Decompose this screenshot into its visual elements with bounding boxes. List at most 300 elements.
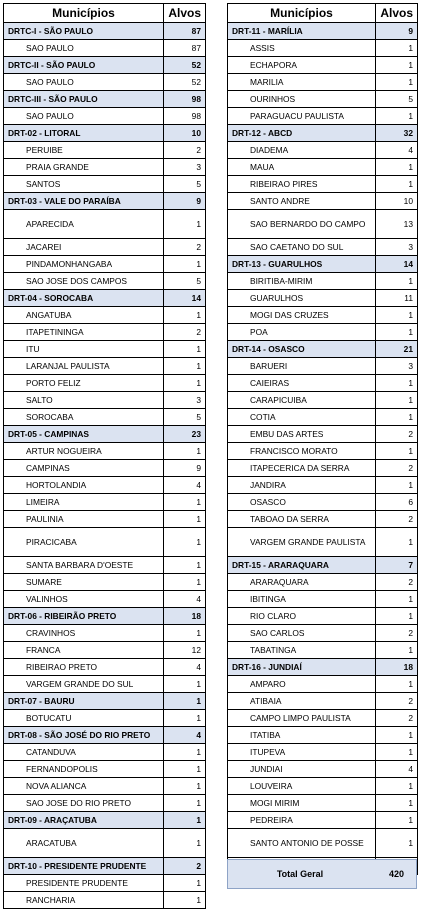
alvos-value: 1 — [376, 795, 418, 812]
municipality-row — [4, 892, 206, 909]
municipality-name: SAO CARLOS — [228, 625, 376, 642]
header-row — [228, 4, 418, 23]
municipality-row — [4, 710, 206, 727]
municipality-row — [228, 324, 418, 341]
municipality-name: SAO BERNARDO DO CAMPO — [228, 210, 376, 239]
alvos-value: 14 — [376, 256, 418, 273]
alvos-value: 5 — [376, 91, 418, 108]
municipality-row — [4, 528, 206, 557]
municipality-name: SAO PAULO — [4, 108, 164, 125]
alvos-value: 3 — [164, 159, 206, 176]
alvos-value: 9 — [164, 460, 206, 477]
municipality-row — [4, 642, 206, 659]
region-name: DRT-04 - SOROCABA — [4, 290, 164, 307]
municipality-name: MAUA — [228, 159, 376, 176]
region-name: DRT-14 - OSASCO — [228, 341, 376, 358]
municipality-row — [228, 358, 418, 375]
municipality-name: ITAPECERICA DA SERRA — [228, 460, 376, 477]
alvos-value: 1 — [164, 710, 206, 727]
region-name: DRT-07 - BAURU — [4, 693, 164, 710]
alvos-value: 4 — [164, 727, 206, 744]
alvos-value: 4 — [164, 477, 206, 494]
alvos-value: 32 — [376, 125, 418, 142]
municipality-name: CAMPINAS — [4, 460, 164, 477]
municipality-name: OSASCO — [228, 494, 376, 511]
municipality-row — [228, 273, 418, 290]
municipality-row — [4, 574, 206, 591]
alvos-value: 1 — [376, 392, 418, 409]
alvos-value: 1 — [164, 875, 206, 892]
alvos-value: 4 — [376, 761, 418, 778]
alvos-value: 2 — [164, 239, 206, 256]
alvos-value: 1 — [376, 642, 418, 659]
municipality-name: VALINHOS — [4, 591, 164, 608]
municipality-name: BOTUCATU — [4, 710, 164, 727]
alvos-value: 1 — [376, 108, 418, 125]
alvos-value: 1 — [164, 210, 206, 239]
municipality-name: GUARULHOS — [228, 290, 376, 307]
municipality-name: BIRITIBA-MIRIM — [228, 273, 376, 290]
municipality-name: ATIBAIA — [228, 693, 376, 710]
municipality-name: PINDAMONHANGABA — [4, 256, 164, 273]
municipality-name: ARTUR NOGUEIRA — [4, 443, 164, 460]
alvos-value: 1 — [164, 778, 206, 795]
municipality-row — [228, 574, 418, 591]
municipality-row — [228, 460, 418, 477]
municipality-name: COTIA — [228, 409, 376, 426]
municipality-name: CAIEIRAS — [228, 375, 376, 392]
municipality-row — [4, 210, 206, 239]
alvos-value: 1 — [376, 591, 418, 608]
alvos-value: 98 — [164, 108, 206, 125]
municipality-row — [4, 761, 206, 778]
municipality-row — [228, 625, 418, 642]
alvos-value: 1 — [164, 375, 206, 392]
region-name: DRT-06 - RIBEIRÃO PRETO — [4, 608, 164, 625]
region-name: DRT-12 - ABCD — [228, 125, 376, 142]
header-row — [4, 4, 206, 23]
municipality-row — [228, 57, 418, 74]
region-row — [4, 57, 206, 74]
region-name: DRT-02 - LITORAL — [4, 125, 164, 142]
municipality-name: MOGI DAS CRUZES — [228, 307, 376, 324]
region-row — [228, 23, 418, 40]
alvos-value: 1 — [164, 341, 206, 358]
region-row — [4, 125, 206, 142]
municipality-name: RANCHARIA — [4, 892, 164, 909]
alvos-value: 87 — [164, 23, 206, 40]
municipality-row — [4, 409, 206, 426]
municipality-row — [228, 494, 418, 511]
municipality-name: APARECIDA — [4, 210, 164, 239]
municipality-row — [228, 108, 418, 125]
municipality-row — [228, 744, 418, 761]
alvos-value: 3 — [376, 358, 418, 375]
region-row — [4, 23, 206, 40]
municipality-row — [228, 693, 418, 710]
municipality-row — [228, 74, 418, 91]
municipality-name: SALTO — [4, 392, 164, 409]
region-name: DRT-15 - ARARAQUARA — [228, 557, 376, 574]
region-name: DRT-08 - SÃO JOSÉ DO RIO PRETO — [4, 727, 164, 744]
alvos-value: 1 — [376, 307, 418, 324]
alvos-value: 1 — [376, 176, 418, 193]
region-row — [4, 290, 206, 307]
municipality-name: FRANCA — [4, 642, 164, 659]
municipality-name: SANTO ANTONIO DE POSSE — [228, 829, 376, 858]
alvos-value: 18 — [164, 608, 206, 625]
alvos-value: 2 — [164, 142, 206, 159]
alvos-value: 1 — [376, 744, 418, 761]
municipality-row — [4, 176, 206, 193]
municipality-row — [4, 256, 206, 273]
municipality-row — [4, 591, 206, 608]
municipality-name: DIADEMA — [228, 142, 376, 159]
region-name: DRTC-III - SÃO PAULO — [4, 91, 164, 108]
municipality-name: NOVA ALIANCA — [4, 778, 164, 795]
municipality-row — [228, 290, 418, 307]
municipality-row — [4, 659, 206, 676]
municipality-name: LOUVEIRA — [228, 778, 376, 795]
municipality-name: MOGI MIRIM — [228, 795, 376, 812]
municipality-row — [228, 829, 418, 858]
municipality-row — [228, 409, 418, 426]
region-row — [228, 659, 418, 676]
municipality-name: LIMEIRA — [4, 494, 164, 511]
alvos-value: 9 — [376, 23, 418, 40]
municipality-row — [4, 778, 206, 795]
header-municipios: Municípios — [228, 4, 376, 23]
municipality-name: SAO JOSE DOS CAMPOS — [4, 273, 164, 290]
municipality-row — [4, 829, 206, 858]
alvos-value: 1 — [376, 57, 418, 74]
alvos-value: 21 — [376, 341, 418, 358]
municipality-row — [4, 494, 206, 511]
alvos-value: 6 — [376, 494, 418, 511]
alvos-value: 1 — [164, 358, 206, 375]
municipality-row — [228, 239, 418, 256]
alvos-value: 2 — [164, 858, 206, 875]
total-value: 420 — [388, 869, 404, 879]
municipality-row — [228, 795, 418, 812]
municipality-row — [228, 608, 418, 625]
municipality-row — [4, 108, 206, 125]
municipality-row — [4, 273, 206, 290]
alvos-value: 1 — [376, 608, 418, 625]
alvos-value: 1 — [164, 528, 206, 557]
region-name: DRT-05 - CAMPINAS — [4, 426, 164, 443]
municipality-name: PORTO FELIZ — [4, 375, 164, 392]
municipality-row — [228, 426, 418, 443]
municipality-row — [228, 176, 418, 193]
alvos-value: 1 — [376, 829, 418, 858]
municipality-row — [4, 676, 206, 693]
alvos-value: 11 — [376, 290, 418, 307]
alvos-value: 2 — [376, 625, 418, 642]
municipality-name: SAO JOSE DO RIO PRETO — [4, 795, 164, 812]
alvos-value: 2 — [376, 710, 418, 727]
municipality-row — [228, 40, 418, 57]
municipality-row — [228, 443, 418, 460]
municipality-row — [4, 40, 206, 57]
municipality-row — [228, 159, 418, 176]
municipality-name: PEDREIRA — [228, 812, 376, 829]
alvos-value: 1 — [376, 324, 418, 341]
alvos-value: 1 — [376, 778, 418, 795]
municipality-name: BARUERI — [228, 358, 376, 375]
municipality-row — [4, 392, 206, 409]
header-municipios: Municípios — [4, 4, 164, 23]
alvos-value: 1 — [164, 676, 206, 693]
alvos-value: 7 — [376, 557, 418, 574]
alvos-value: 1 — [164, 761, 206, 778]
region-row — [228, 256, 418, 273]
alvos-value: 2 — [376, 511, 418, 528]
municipality-row — [4, 341, 206, 358]
municipality-row — [228, 375, 418, 392]
municipality-name: SANTOS — [4, 176, 164, 193]
municipality-name: FRANCISCO MORATO — [228, 443, 376, 460]
municipality-name: ASSIS — [228, 40, 376, 57]
municipality-name: ARACATUBA — [4, 829, 164, 858]
alvos-value: 3 — [164, 392, 206, 409]
alvos-value: 1 — [164, 812, 206, 829]
alvos-value: 1 — [164, 494, 206, 511]
municipality-row — [4, 74, 206, 91]
alvos-value: 1 — [376, 443, 418, 460]
alvos-value: 5 — [164, 176, 206, 193]
alvos-value: 5 — [164, 409, 206, 426]
municipality-name: CRAVINHOS — [4, 625, 164, 642]
region-row — [4, 858, 206, 875]
alvos-value: 2 — [164, 324, 206, 341]
municipality-name: SUMARE — [4, 574, 164, 591]
region-name: DRTC-II - SÃO PAULO — [4, 57, 164, 74]
alvos-value: 14 — [164, 290, 206, 307]
municipality-name: HORTOLANDIA — [4, 477, 164, 494]
municipality-name: AMPARO — [228, 676, 376, 693]
alvos-value: 1 — [376, 409, 418, 426]
municipality-row — [4, 795, 206, 812]
alvos-value: 18 — [376, 659, 418, 676]
alvos-value: 1 — [164, 574, 206, 591]
municipality-name: PRAIA GRANDE — [4, 159, 164, 176]
region-row — [228, 125, 418, 142]
municipality-name: POA — [228, 324, 376, 341]
municipality-row — [4, 239, 206, 256]
region-name: DRT-13 - GUARULHOS — [228, 256, 376, 273]
region-name: DRTC-I - SÃO PAULO — [4, 23, 164, 40]
region-name: DRT-16 - JUNDIAÍ — [228, 659, 376, 676]
alvos-value: 1 — [164, 443, 206, 460]
municipality-row — [4, 744, 206, 761]
region-name: DRT-03 - VALE DO PARAÍBA — [4, 193, 164, 210]
alvos-value: 2 — [376, 426, 418, 443]
municipality-row — [228, 778, 418, 795]
alvos-value: 2 — [376, 460, 418, 477]
municipality-name: PERUIBE — [4, 142, 164, 159]
municipality-name: SOROCABA — [4, 409, 164, 426]
municipality-name: SANTA BARBARA D'OESTE — [4, 557, 164, 574]
alvos-value: 13 — [376, 210, 418, 239]
alvos-value: 10 — [376, 193, 418, 210]
municipality-row — [228, 392, 418, 409]
municipality-name: ITU — [4, 341, 164, 358]
alvos-value: 1 — [164, 795, 206, 812]
municipality-name: PAULINIA — [4, 511, 164, 528]
alvos-value: 1 — [164, 693, 206, 710]
municipality-name: JACAREI — [4, 239, 164, 256]
right-table — [227, 3, 418, 875]
alvos-value: 4 — [164, 659, 206, 676]
region-row — [4, 91, 206, 108]
alvos-value: 9 — [164, 193, 206, 210]
municipality-row — [4, 443, 206, 460]
municipality-row — [228, 91, 418, 108]
region-row — [4, 727, 206, 744]
municipality-name: VARGEM GRANDE PAULISTA — [228, 528, 376, 557]
municipality-name: PIRACICABA — [4, 528, 164, 557]
municipality-row — [4, 477, 206, 494]
alvos-value: 1 — [376, 375, 418, 392]
municipality-row — [228, 477, 418, 494]
municipality-row — [4, 159, 206, 176]
alvos-value: 1 — [376, 273, 418, 290]
municipality-name: ECHAPORA — [228, 57, 376, 74]
municipality-name: PARAGUACU PAULISTA — [228, 108, 376, 125]
municipality-row — [4, 625, 206, 642]
municipality-name: ITAPETININGA — [4, 324, 164, 341]
alvos-value: 1 — [376, 74, 418, 91]
alvos-value: 10 — [164, 125, 206, 142]
alvos-value: 1 — [164, 744, 206, 761]
region-row — [4, 608, 206, 625]
alvos-value: 2 — [376, 693, 418, 710]
municipality-row — [4, 142, 206, 159]
municipality-row — [228, 193, 418, 210]
municipality-name: SAO CAETANO DO SUL — [228, 239, 376, 256]
alvos-value: 1 — [376, 40, 418, 57]
municipality-name: EMBU DAS ARTES — [228, 426, 376, 443]
alvos-value: 1 — [376, 812, 418, 829]
region-row — [4, 426, 206, 443]
municipality-name: SANTO ANDRE — [228, 193, 376, 210]
alvos-value: 1 — [164, 511, 206, 528]
municipality-name: FERNANDOPOLIS — [4, 761, 164, 778]
alvos-value: 5 — [164, 273, 206, 290]
alvos-value: 1 — [376, 159, 418, 176]
region-row — [228, 557, 418, 574]
region-row — [4, 812, 206, 829]
municipality-row — [228, 142, 418, 159]
alvos-value: 3 — [376, 239, 418, 256]
municipality-name: RIO CLARO — [228, 608, 376, 625]
region-row — [4, 193, 206, 210]
alvos-value: 87 — [164, 40, 206, 57]
municipality-row — [4, 375, 206, 392]
municipality-name: JUNDIAI — [228, 761, 376, 778]
region-row — [228, 341, 418, 358]
municipality-row — [228, 528, 418, 557]
region-name: DRT-09 - ARAÇATUBA — [4, 812, 164, 829]
alvos-value: 4 — [164, 591, 206, 608]
municipality-name: TABOAO DA SERRA — [228, 511, 376, 528]
municipality-name: CATANDUVA — [4, 744, 164, 761]
municipality-name: CAMPO LIMPO PAULISTA — [228, 710, 376, 727]
municipality-name: OURINHOS — [228, 91, 376, 108]
municipality-row — [4, 557, 206, 574]
municipality-row — [228, 761, 418, 778]
municipality-row — [228, 642, 418, 659]
alvos-value: 52 — [164, 57, 206, 74]
alvos-value: 1 — [164, 256, 206, 273]
municipality-name: ITATIBA — [228, 727, 376, 744]
alvos-value: 52 — [164, 74, 206, 91]
municipality-name: IBITINGA — [228, 591, 376, 608]
region-name: DRT-10 - PRESIDENTE PRUDENTE — [4, 858, 164, 875]
municipality-name: PRESIDENTE PRUDENTE — [4, 875, 164, 892]
alvos-value: 23 — [164, 426, 206, 443]
municipality-row — [228, 676, 418, 693]
municipality-name: MARILIA — [228, 74, 376, 91]
municipality-row — [228, 812, 418, 829]
municipality-name: SAO PAULO — [4, 40, 164, 57]
total-geral-box — [227, 859, 417, 889]
alvos-value: 1 — [164, 557, 206, 574]
municipality-row — [4, 511, 206, 528]
alvos-value: 12 — [164, 642, 206, 659]
municipality-row — [228, 307, 418, 324]
left-table — [3, 3, 206, 909]
municipality-row — [228, 511, 418, 528]
municipality-name: TABATINGA — [228, 642, 376, 659]
alvos-value: 1 — [164, 892, 206, 909]
municipality-name: ARARAQUARA — [228, 574, 376, 591]
alvos-value: 1 — [376, 676, 418, 693]
header-alvos: Alvos — [164, 4, 206, 23]
alvos-value: 2 — [376, 574, 418, 591]
alvos-value: 1 — [164, 625, 206, 642]
municipality-name: JANDIRA — [228, 477, 376, 494]
municipality-row — [228, 727, 418, 744]
alvos-value: 98 — [164, 91, 206, 108]
municipality-row — [4, 324, 206, 341]
municipality-name: RIBEIRAO PRETO — [4, 659, 164, 676]
municipality-name: RIBEIRAO PIRES — [228, 176, 376, 193]
alvos-value: 1 — [376, 528, 418, 557]
municipality-name: LARANJAL PAULISTA — [4, 358, 164, 375]
alvos-value: 1 — [164, 307, 206, 324]
municipality-name: VARGEM GRANDE DO SUL — [4, 676, 164, 693]
alvos-value: 1 — [164, 829, 206, 858]
municipality-name: CARAPICUIBA — [228, 392, 376, 409]
region-row — [4, 693, 206, 710]
municipality-row — [4, 358, 206, 375]
header-alvos: Alvos — [376, 4, 418, 23]
alvos-value: 1 — [376, 727, 418, 744]
municipality-name: SAO PAULO — [4, 74, 164, 91]
municipality-row — [4, 875, 206, 892]
municipality-name: ANGATUBA — [4, 307, 164, 324]
total-label: Total Geral — [276, 869, 324, 879]
municipality-row — [228, 591, 418, 608]
alvos-value: 4 — [376, 142, 418, 159]
region-name: DRT-11 - MARÍLIA — [228, 23, 376, 40]
alvos-value: 1 — [376, 477, 418, 494]
municipality-name: ITUPEVA — [228, 744, 376, 761]
municipality-row — [228, 710, 418, 727]
municipality-row — [228, 210, 418, 239]
